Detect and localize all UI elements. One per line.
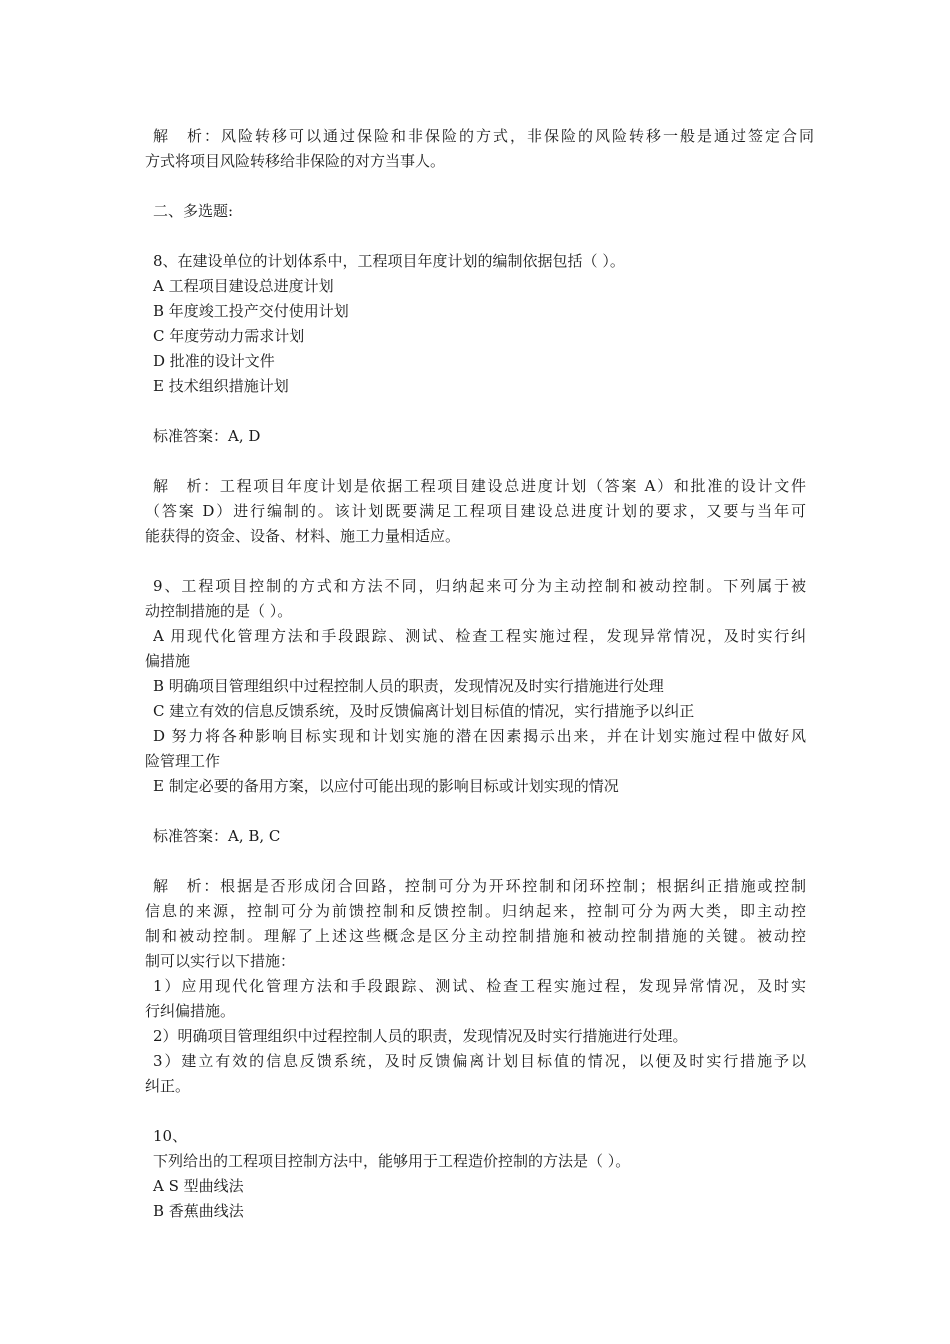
- question-9-analysis-line: 纠正。: [145, 1077, 191, 1095]
- question-8-option-b: B 年度竣工投产交付使用计划: [153, 302, 349, 320]
- question-9-analysis-line: 3）建立有效的信息反馈系统，及时反馈偏离计划目标值的情况，以便及时实行措施予以: [153, 1052, 806, 1070]
- question-8-option-d: D 批准的设计文件: [153, 352, 275, 370]
- question-10-number: 10、: [153, 1127, 188, 1145]
- question-9-option-e: E 制定必要的备用方案，以应付可能出现的影响目标或计划实现的情况: [153, 777, 619, 795]
- question-10-option-b: B 香蕉曲线法: [153, 1202, 244, 1220]
- analysis-7-line: 解 析：风险转移可以通过保险和非保险的方式，非保险的风险转移一般是通过签定合同: [153, 127, 814, 145]
- question-9-analysis-line: 制可以实行以下措施：: [145, 952, 296, 970]
- question-9-analysis-line: 信息的来源，控制可分为前馈控制和反馈控制。归纳起来，控制可分为两大类，即主动控: [145, 902, 806, 920]
- question-9-answer: 标准答案：A, B, C: [153, 827, 281, 845]
- question-9-option-d-cont: 险管理工作: [145, 752, 221, 770]
- question-9-option-d: D 努力将各种影响目标实现和计划实施的潜在因素揭示出来，并在计划实施过程中做好风: [153, 727, 806, 745]
- question-8-answer: 标准答案：A, D: [153, 427, 261, 445]
- question-9-analysis-line: 制和被动控制。理解了上述这些概念是区分主动控制措施和被动控制措施的关键。被动控: [145, 927, 806, 945]
- question-9-analysis-line: 2）明确项目管理组织中过程控制人员的职责，发现情况及时实行措施进行处理。: [153, 1027, 688, 1045]
- question-10-stem: 下列给出的工程项目控制方法中，能够用于工程造价控制的方法是（ ）。: [153, 1152, 631, 1170]
- question-8-option-c: C 年度劳动力需求计划: [153, 327, 305, 345]
- analysis-7-line: 方式将项目风险转移给非保险的对方当事人。: [145, 152, 446, 170]
- question-9-stem-line: 9、工程项目控制的方式和方法不同，归纳起来可分为主动控制和被动控制。下列属于被: [153, 577, 806, 595]
- question-9-stem-line: 动控制措施的是（ ）。: [145, 602, 293, 620]
- question-9-option-b: B 明确项目管理组织中过程控制人员的职责，发现情况及时实行措施进行处理: [153, 677, 664, 695]
- question-9-option-a-cont: 偏措施: [145, 652, 191, 670]
- section-title: 二、多选题:: [153, 202, 234, 220]
- question-9-analysis-line: 解 析：根据是否形成闭合回路，控制可分为开环控制和闭环控制；根据纠正措施或控制: [153, 877, 806, 895]
- question-8-option-a: A 工程项目建设总进度计划: [153, 277, 334, 295]
- question-9-analysis-line: 1）应用现代化管理方法和手段跟踪、测试、检查工程实施过程，发现异常情况，及时实: [153, 977, 806, 995]
- question-10-option-a: A S 型曲线法: [153, 1177, 244, 1195]
- question-8-option-e: E 技术组织措施计划: [153, 377, 289, 395]
- question-9-option-a: A 用现代化管理方法和手段跟踪、测试、检查工程实施过程，发现异常情况，及时实行纠: [153, 627, 806, 645]
- question-8-analysis-line: 解 析：工程项目年度计划是依据工程项目建设总进度计划（答案 A）和批准的设计文件: [153, 477, 806, 495]
- question-8-analysis-line: 能获得的资金、设备、材料、施工力量相适应。: [145, 527, 461, 545]
- question-8-analysis-line: （答案 D）进行编制的。该计划既要满足工程项目建设总进度计划的要求，又要与当年可: [145, 502, 806, 520]
- question-9-option-c: C 建立有效的信息反馈系统，及时反馈偏离计划目标值的情况，实行措施予以纠正: [153, 702, 695, 720]
- question-9-analysis-line: 行纠偏措施。: [145, 1002, 236, 1020]
- question-8-stem: 8、在建设单位的计划体系中，工程项目年度计划的编制依据包括（ ）。: [153, 252, 625, 270]
